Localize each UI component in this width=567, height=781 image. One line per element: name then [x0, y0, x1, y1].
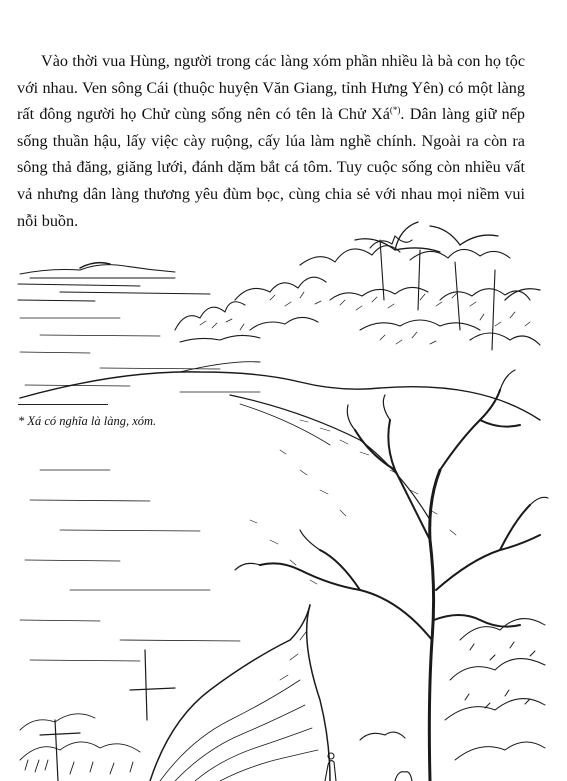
- riverbank-texture: [250, 420, 456, 584]
- story-text: [17, 48, 525, 234]
- footnote-reference-mark: (*): [389, 105, 401, 116]
- footnote-text: * Xá có nghĩa là làng, xóm.: [18, 414, 157, 428]
- thatched-boat: [150, 605, 330, 781]
- right-bushes: [445, 619, 545, 760]
- village-figures: [325, 732, 412, 781]
- fishing-stakes: [40, 650, 175, 781]
- bare-tree: [235, 370, 548, 781]
- paragraph-end: . Dân làng giữ nếp sống thuần hậu, lấy việc cày ruộng, cấy lúa làm nghề chính. Ngoài ra còn ra sông thả đăng, giăng lưới, đánh dặm bắt cá tôm. Tuy cuộc sống còn nhiều vất vả nhưng dân làng thương yêu đùm bọc, cùng chia sẻ với nhau mọi niềm vui nỗi buồn.: [17, 105, 526, 230]
- paragraph-start: Vào thời vua Hùng, người trong các làng xóm phần nhiều là bà con họ tộc với nhau. Ven sông Cái (thuộc huyện Văn Giang, tỉnh Hưng Yên) có một làng rất đông người họ Chử cùng sống nên có tên là Chử Xá: [17, 52, 525, 124]
- footnote-divider: [18, 404, 108, 405]
- distant-hills: [18, 263, 210, 301]
- river-water: [20, 318, 260, 661]
- foreground-grass: [20, 714, 140, 774]
- story-paragraph: [17, 48, 525, 234]
- far-bank-trees: [175, 236, 540, 350]
